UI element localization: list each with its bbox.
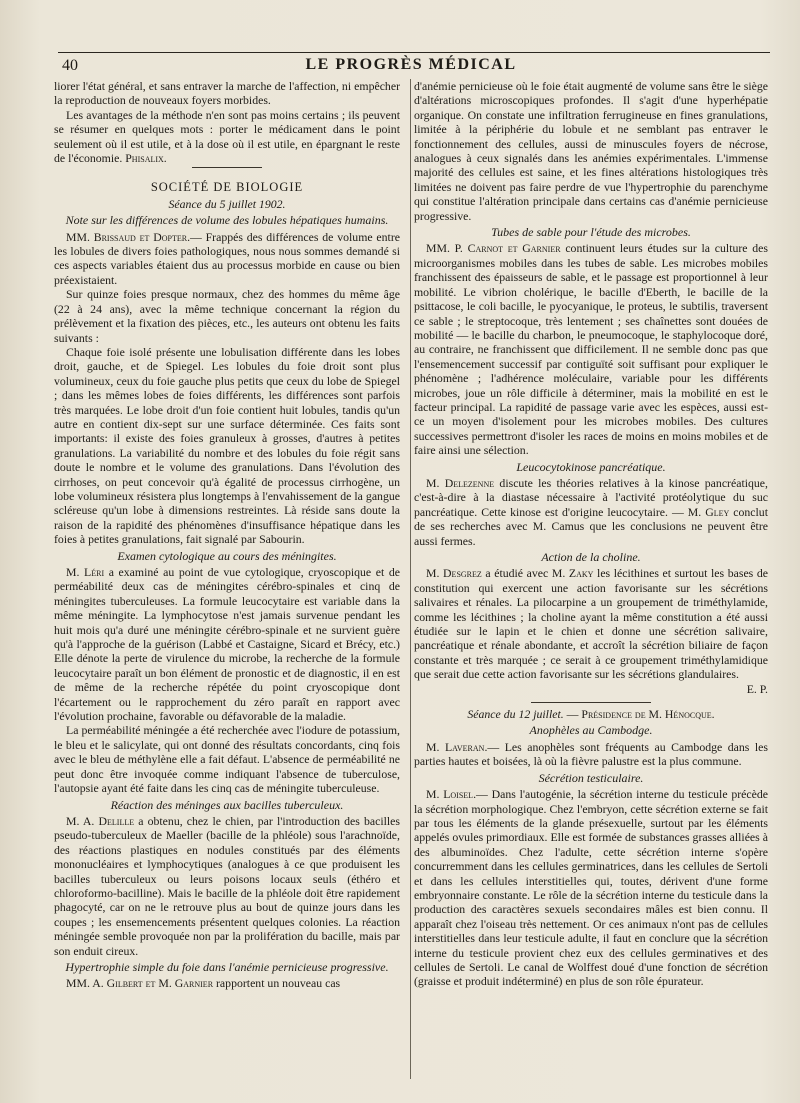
intro-paragraph-text: Les avantages de la méthode n'en sont pas moins certains ; ils peuvent se résumer en quelques mots : porter le médicament dans le point seulement où il est utile, et à la dose où il est utile, en épargnant le reste de l'économie. <box>54 107 400 166</box>
journal-title: LE PROGRÈS MÉDICAL <box>305 56 517 73</box>
article-6-author-2: M. Gley <box>687 504 730 519</box>
intro-signature: Phisalix. <box>125 151 167 166</box>
article-7-signature: E. P. <box>746 681 768 696</box>
article-4-continuation: d'anémie pernicieuse où le foie était augmenté de volume sans être le siège d'altérations microscopiques profondes. Il s'agit d'une hyperhépatie organique. On constate une infiltration ferrugineuse en fines granulations, limitée à la périphérie du lobule et ne semblant pas entraver le fonctionnement des cellules, aussi de minuscules foyers de nécrose, analogues à ceux signalés dans les anémies expérimentales. L'immense majorité des cellules est saine, et les fines altérations histologiques très limitées ne doivent pas faire perdre de vue l'hypertrophie du parenchyme qui constitue l'altération principale dans certains cas d'anémie pernicieuse progressive. <box>414 79 768 223</box>
article-4-title: Hypertrophie simple du foie dans l'anémie pernicieuse progressive. <box>65 959 389 974</box>
article-7-text-1a: a étudié avec <box>485 566 549 581</box>
article-9-paragraph-1 <box>414 787 768 989</box>
article-2-text-1: a examiné au point de vue cytologique, cryoscopique et de perméabilité deux cas de méningites cérébro-spinales et cinq de méningites tuberculeuses. La formule leucocytaire est variable dans la même méningite. La lymphocytose n'est jamais survenue pendant les huit mois qu'a duré une méningite cérébro-spinale et ne survient guère qu'à l'approche de la guérison (Labbé et Castaigne, Sicard et Brécy, etc.) Elle dénote la perte de virulence du microbe, la recherche de la formule leucocytaire paraît un bon élément de pronostic et de diagnostic, il en est de même de la recherche répétée du point cryoscopique dont l'écartement ou le rapprochement du zéro paraît en rapport avec l'évolution prochaine, favorable ou défavorable de la maladie. <box>54 565 400 724</box>
article-6-text-2: conclut de ses recherches avec M. Camus que les conclusions ne peuvent être aussi fermes. <box>414 504 768 548</box>
society-title: SOCIÉTÉ DE BIOLOGIE <box>150 180 304 195</box>
page-number: 40 <box>62 57 78 74</box>
header-rule <box>58 52 770 53</box>
intro-paragraph <box>54 108 400 166</box>
section-divider <box>192 167 262 168</box>
article-8-text-1: — Les anophèles sont fréquents au Cambodge dans les parties hautes et boisées, là où la fièvre palustre est la plus commune. <box>414 739 768 769</box>
article-7-text-1: les lécithines et surtout les bases de constitution qui exercent une action favorisante sur les sécrétions salivaires et rénales. La pilocarpine a un groupement de triméthylamide, comme les lécithines ; la choline ayant la même constitution a été aussi étudiée sur le lapin et le chien et donne une sécrétion salivaire, pancréatique et rénale abondante, et accroît la sécrétion biliaire de façon constante et très marquée ; ce serait à ce groupement triméthylamidique que serait due cette action favorisante sur les sécrétions glandulaires. <box>414 566 768 682</box>
article-1-paragraph-1 <box>54 230 400 288</box>
intro-continuation: liorer l'état général, et sans entraver la marche de l'affection, ni empêcher la reproduction de nouveaux foyers morbides. <box>54 79 400 108</box>
article-9-author: M. Loisel. <box>426 787 477 802</box>
article-5-title: Tubes de sable pour l'étude des microbes. <box>491 225 691 240</box>
article-2-paragraph-2: La perméabilité méningée a été recherchée avec l'iodure de potassium, le bleu et le salicylate, qui ont donné des résultats concordants, cinq fois avec le bleu de méthylène elle a fait défaut. L'absence de perméabilité ne peut donc être invoquée comme indiquant l'absence de tuberculose, l'autopsie ayant été faite dans les cinq cas de méningite tuberculeuse. <box>54 723 400 796</box>
article-8-paragraph-1 <box>414 740 768 769</box>
column-separator <box>410 79 411 1079</box>
article-2-author: M. Léri <box>66 565 105 579</box>
article-9-text-1: — Dans l'autogénie, la sécrétion interne du testicule précède la sécrétion morphologique. Chez l'embryon, cette sécrétion externe se fait par tous les éléments de la glande présexuelle, surtout par les éléments appelés ovules primordiaux. Elle est formée de substances grasses alliées à des albuminoïdes. Chez l'adulte, cette sécrétion interne s'opère concurremment dans les cellules germinatrices, dans les cellules de Sertoli et dans les cellules interstitielles qui, toutes, dérivent d'une forme embryonnaire constante. Le rôle de la sécrétion interne du testicule dans la production des caractères sexuels secondaires mâles est bien connu. Il apparaît chez l'oiseau très nettement. Or ces animaux n'ont pas de cellules interstitielles dans leur testicule adulte, il faut en conclure que la sécrétion interne du testicule provient chez eux des cellules germinatives et des cellules de Sertoli. Le canal de Wolffest doué d'une fonction de sécrétion (graisse et produit indéterminé) en plus de son rôle épurateur. <box>414 787 768 989</box>
article-7-author: M. Desgrez <box>426 566 482 581</box>
article-6-text-1: discute les théories relatives à la kinose pancréatique, c'est-à-dire à la diastase nécessaire à l'activité protéolytique du suc pancréatique. Cette kinose est d'origine leucocytaire. — <box>414 475 768 519</box>
article-4-authors: MM. A. Gilbert et M. Garnier <box>66 976 214 991</box>
article-3-author: M. A. Delille <box>66 813 135 828</box>
article-7-paragraph-1 <box>414 566 768 681</box>
article-1-paragraph-2: Sur quinze foies presque normaux, chez des hommes du même âge (22 à 24 ans), avec la même technique concernant la région du prélèvement et la fixation des pièces, etc., les auteurs ont obtenu les faits suivants : <box>54 287 400 345</box>
session-date-2: Séance du 12 juillet. <box>467 707 564 722</box>
page-header <box>52 52 770 76</box>
article-8-title: Anophèles au Cambodge. <box>529 723 653 738</box>
article-9-title: Sécrétion testiculaire. <box>538 770 644 785</box>
article-6-title: Leucocytokinose pancréatique. <box>516 459 666 474</box>
article-5-authors: MM. P. Carnot et Garnier <box>426 241 561 256</box>
article-3-paragraph-1 <box>54 814 400 958</box>
article-2-title: Examen cytologique au cours des méningites. <box>117 548 337 563</box>
article-3-title: Réaction des méninges aux bacilles tuberculeux. <box>110 797 344 812</box>
article-2-paragraph-1 <box>54 565 400 723</box>
article-1-text-1: — Frappés des différences de volume entre les lobules de divers foies pathologiques, nous nous sommes demandé si ces aspects variables étaient dus au processus morbide en cause ou bien préexistaient. <box>54 229 400 287</box>
article-5-paragraph-1 <box>414 241 768 457</box>
article-4-text-1: rapportent un nouveau cas <box>216 976 341 991</box>
session-line-2 <box>414 707 768 721</box>
session-presidency: — Présidence de M. Hénocque. <box>566 707 715 722</box>
article-7-coauthor: M. Zaky <box>551 566 594 581</box>
article-7-title: Action de la choline. <box>541 550 641 564</box>
right-column <box>414 79 770 1089</box>
article-6-author: M. Delezenne <box>426 475 495 490</box>
article-1-authors: MM. Brissaud et Dopter. <box>66 229 191 244</box>
article-3-text-1: a obtenu, chez le chien, par l'introduction des bacilles pseudo-tuberculeux de Maeller (bacille de la phléole) sous l'arachnoïde, des réactions plastiques en nodules constitués par des éléments mononucléaires et lymphocytiques (analogues à ce que produisent les bacilles tuberculeux ou leurs poisons locaux seuls (éthéro et chloroformo-bacilline). Mais le bacille de la phléole doit être rapidement phagocyté, car on ne le retrouve plus au bout de quinze jours dans les coupes ; les ensemencements présentent quelques colonies. La réaction méningée semble provoquée non par la prolifération du bacille, mais par son enduit cireux. <box>54 813 400 958</box>
article-1-paragraph-3: Chaque foie isolé présente une lobulisation différente dans les lobes droit, gauche, et de Spiegel. Les lobules du foie droit sont plus volumineux, ceux du foie gauche plus petits que ceux du lobe de Spiegel ; dans les mêmes lobes de foies différents, les différences sont parfois très marquées. Le lobe droit d'un foie contient huit lobules, tandis qu'un autre en contient dix-sept sur une surface déterminée. Ces faits sont importants: il existe des foies granuleux à grosses, d'autres à petites granulations. La variabilité du nombre et des lobules du foie régit sans doute le nombre et le volume des granulations. Dans l'évolution des cirrhoses, on peut concevoir qu'à égalité de processus cirrhogène, un lobe volumineux résistera plus longtemps à l'envahissement de la gangue scléreuse qu'un lobe à dimensions restreintes. Là réside sans doute la raison de la rapidité des phénomènes d'insuffisance hépatique dans les foies à petites granulations, fait signalé par Sabourin. <box>54 344 400 547</box>
session-divider <box>531 702 651 703</box>
article-6-paragraph-1 <box>414 476 768 548</box>
left-column <box>52 79 400 1089</box>
article-8-author: M. Laveran. <box>426 739 488 754</box>
article-1-title: Note sur les différences de volume des lobules hépatiques humains. <box>65 213 389 228</box>
article-4-paragraph-1 <box>54 976 400 990</box>
session-date-1: Séance du 5 juillet 1902. <box>168 196 286 211</box>
article-5-text-1: continuent leurs études sur la culture des microorganismes mobiles dans les tubes de sable. Les microbes mobiles franchissent des épaisseurs de sable, et le passage est proportionnel à leur mobilité. Le vibrion cholérique, le bacille d'Eberth, le bacille de la psittacose, le coli bacille, le pyocyanique, le proteus, le subtilis, traversent ce sable ; le streptocoque, très lentement ; ses chaînettes sont douées de mobilité — le bacille du charbon, le pneumocoque, le staphylocoque doré, au contraire, ne franchissent que difficilement. Il ne semble donc pas que l'ensemencement successif par contiguïté soit suffisant pour expliquer le phénomène ; l'adhérence moléculaire, variable pour les différents microbes, joue un rôle difficile à déterminer, mais la mobilité en est le facteur principal. La rapidité de passage varie avec les espèces, aussi est-ce un moyen d'isolement pour les microbes mobiles. Des cultures successives permettront d'isoler les races de moins en moins mobiles et de faire ainsi une sélection. <box>414 241 768 458</box>
two-column-body <box>52 79 770 1089</box>
